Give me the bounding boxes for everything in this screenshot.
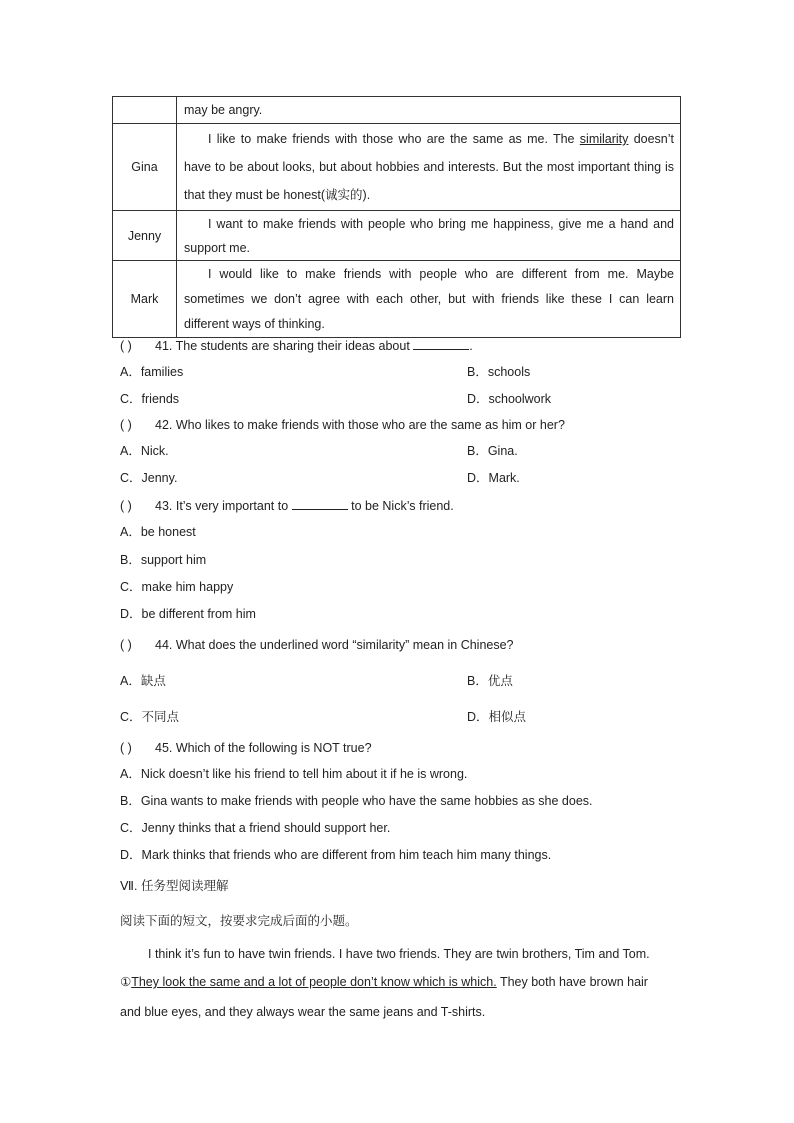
option-b: B．support him: [120, 553, 207, 567]
answer-paren: ( ): [120, 638, 132, 652]
table-row: [113, 124, 681, 211]
option-d: D．schoolwork: [467, 392, 552, 406]
underlined-word: similarity: [579, 132, 629, 146]
option-c: C．friends: [120, 392, 180, 406]
passage-text: They both have brown hair: [496, 975, 648, 989]
stem-text: .: [469, 339, 473, 353]
table-row: [113, 261, 681, 338]
option-c: C．make him happy: [120, 580, 234, 594]
text-part: I would like to make friends with people who are different from me. Maybe sometimes we don’t agree with each other, but with friends like these I can learn different ways of thinking.: [184, 266, 674, 331]
stem-text: 43. It’s very important to: [155, 499, 292, 513]
section-instruction: 阅读下面的短文，按要求完成后面的小题。: [120, 914, 358, 928]
name-cell: [113, 97, 177, 124]
option-c: C．Jenny thinks that a friend should support her.: [120, 821, 391, 835]
question-44-stem: [120, 637, 514, 653]
table-row: [113, 211, 681, 261]
circle-number-marker: ①: [120, 975, 132, 989]
text-cell: [177, 211, 681, 261]
option-d: D．相似点: [467, 710, 527, 724]
option-a: A．Nick doesn’t like his friend to tell him about it if he is wrong.: [120, 767, 468, 781]
stem-text: 45. Which of the following is NOT true?: [155, 741, 372, 755]
answer-paren: ( ): [120, 499, 132, 513]
option-a: A．Nick.: [120, 444, 169, 458]
passage-line-1: I think it’s fun to have twin friends. I have two friends. They are twin brothers, Tim and Tom.: [148, 947, 650, 961]
name-cell: Jenny: [113, 211, 177, 261]
name-cell: Mark: [113, 261, 177, 338]
passage-line-3: and blue eyes, and they always wear the same jeans and T-shirts.: [120, 1005, 486, 1019]
text-cell: may be angry.: [177, 97, 681, 124]
stem-text: 41. The students are sharing their ideas about: [155, 339, 414, 353]
underlined-sentence: They look the same and a lot of people don’t know which is which.: [131, 975, 497, 989]
passage-line-2: [120, 974, 680, 989]
option-d: D．Mark.: [467, 471, 520, 485]
question-43-stem: [120, 497, 454, 514]
answer-blank: [413, 337, 469, 350]
option-c: C．不同点: [120, 710, 180, 724]
option-a: A．families: [120, 365, 184, 379]
answer-paren: ( ): [120, 418, 132, 432]
answer-paren: ( ): [120, 339, 132, 353]
option-d: D．be different from him: [120, 607, 256, 621]
friends-table: [112, 96, 681, 338]
option-a: A．缺点: [120, 674, 166, 688]
name-cell: Gina: [113, 124, 177, 211]
text-part: I like to make friends with those who are the same as me. The: [208, 132, 580, 146]
text-part: doesn’t have to be about looks, but about hobbies and interests. But the most important thing is that they must be honest(诚实的).: [184, 132, 674, 202]
stem-text: to be Nick’s friend.: [347, 499, 454, 513]
stem-text: 44. What does the underlined word “similarity” mean in Chinese?: [155, 638, 514, 652]
question-41-stem: [120, 337, 473, 354]
table-row: [113, 97, 681, 124]
question-42-stem: [120, 417, 565, 433]
option-b: B．优点: [467, 674, 513, 688]
option-b: B．Gina.: [467, 444, 518, 458]
answer-blank: [292, 497, 348, 510]
text-cell: [177, 124, 681, 211]
section-heading: Ⅶ. 任务型阅读理解: [120, 879, 229, 893]
answer-paren: ( ): [120, 741, 132, 755]
option-d: D．Mark thinks that friends who are different from him teach him many things.: [120, 848, 552, 862]
option-b: B．Gina wants to make friends with people who have the same hobbies as she does.: [120, 794, 593, 808]
text-part: I want to make friends with people who bring me happiness, give me a hand and support me.: [184, 216, 674, 255]
option-b: B．schools: [467, 365, 531, 379]
option-a: A．be honest: [120, 525, 196, 539]
stem-text: 42. Who likes to make friends with those who are the same as him or her?: [155, 418, 565, 432]
text-cell: [177, 261, 681, 338]
option-c: C．Jenny.: [120, 471, 178, 485]
question-45-stem: [120, 740, 372, 756]
